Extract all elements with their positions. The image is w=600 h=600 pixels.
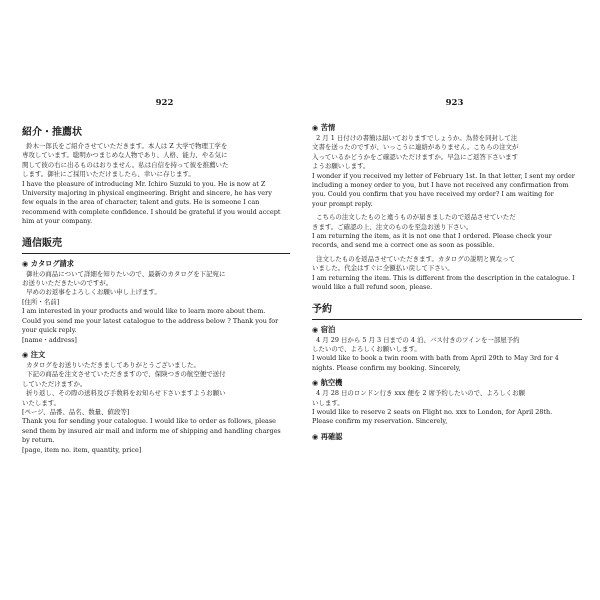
japanese-text: 2 月 1 日付けの書簡は届いておりますでしょうか。為替を同封して注 文書を送ったのですが、いっこうに連絡がありません。こちらの注文が 入っているかどうかをご確認いただけますか。早急にご返答下さいます ようお願いします。: [312, 134, 519, 171]
section-rule: [22, 253, 290, 254]
japanese-text: 注文したものを返品させていただきます。カタログの説明と異なって いました。代金はすぐに全額払い戻して下さい。: [312, 254, 516, 273]
english-text: I have the pleasure of introducing Mr. Ichiro Suzuki to you. He is now at Z University majoring in physical engineering. Bright and sincere, he has very few equals in the area of character, talent and guts. He is someone I can recommend with complete confidence. I should be grateful if you would accept him at your company.: [22, 179, 281, 226]
page-content: [312, 123, 582, 443]
english-text: I am returning the item, as it is not one that I ordered. Please check your records, and send me a correct one as soon as possible.: [312, 232, 552, 250]
section-title: 通信販売: [22, 237, 62, 249]
sub-heading: ◉ 航空機: [312, 378, 343, 388]
page-content: [22, 123, 290, 455]
sub-heading: ◉ カタログ請求: [22, 258, 74, 268]
japanese-text: 4 月 29 日から 5 月 3 日までの 4 泊、バス付きのツインを一部屋予約 したいので、よろしくお願いします。: [312, 335, 520, 353]
section-rule: [312, 319, 582, 320]
section-title: 紹介・推薦状: [22, 127, 82, 138]
english-text: I am interested in your products and would like to learn more about them. Could you send me your latest catalogue to the address below ? Thank you for your quick reply. [name・address]: [22, 307, 279, 344]
sub-heading: ◉ 再確認: [312, 431, 343, 441]
japanese-text: こちらの注文したものと違うものが届きましたので返品させていただ きます。ご確認の上、注文のものを至急お送り下さい。: [312, 213, 516, 231]
english-text: I would like to book a twin room with bath from April 29th to May 3rd for 4 nights. Please confirm my booking. Sincerely,: [312, 354, 559, 372]
english-text: I am returning the item. This is different from the description in the catalogue. I would like a full refund soon, please.: [312, 273, 575, 292]
sub-heading: ◉ 苦情: [312, 123, 336, 132]
japanese-text: 鈴木一郎氏をご紹介させていただきます。本人は Z 大学で物理工学を 専攻しています。聡明かつまじめな人物であり、人格、能力、やる気に 関して彼の右に出るものはおりません。私は自信を持って彼を推薦いた します。御社にご採用いただけましたら、幸いに存じます。: [22, 142, 229, 179]
right-page: [312, 0, 597, 600]
page-number: 923: [445, 98, 464, 108]
japanese-text: カタログをお送りいただきましてありがとうございました。 下記の商品を注文させていただきますので、保険つきの航空便で送付 していただけますか。 折り返し、その際の送料及び手数料をお知らせ下さいますようお願い いたします。 [ページ、品番、品名、数量、値段等]: [22, 360, 226, 416]
english-text: I would like to reserve 2 seats on Flight no. xxx to London, for April 28th. Please confirm my reservation. Sincerely,: [312, 407, 553, 426]
page-number: 922: [155, 98, 174, 108]
english-text: Thank you for sending your catalogue. I would like to order as follows, please send them by insured air mail and inform me of shipping and handling charges by return. [page, item no. item, quantity, price]: [22, 417, 281, 454]
japanese-text: 4 月 28 日のロンドン行き xxx 便を 2 席予約したいので、よろしくお願 いします。: [312, 389, 525, 407]
english-text: I wonder if you received my letter of February 1st. In that letter, I sent my order including a money order to you, but I have not received any confirmation from you. Could you confirm that you have received my order? I am waiting for your prompt reply.: [312, 171, 575, 208]
sub-heading: ◉ 注文: [22, 349, 46, 359]
sub-heading: ◉ 宿泊: [312, 324, 336, 334]
japanese-text: 御社の商品について詳細を知りたいので、最新のカタログを下記宛に お送りいただきたいのですが。 早めのお返事をよろしくお願い申し上げます。 [住所・名前]: [22, 269, 226, 306]
section-title: 予約: [312, 303, 332, 315]
left-page: [22, 0, 307, 600]
